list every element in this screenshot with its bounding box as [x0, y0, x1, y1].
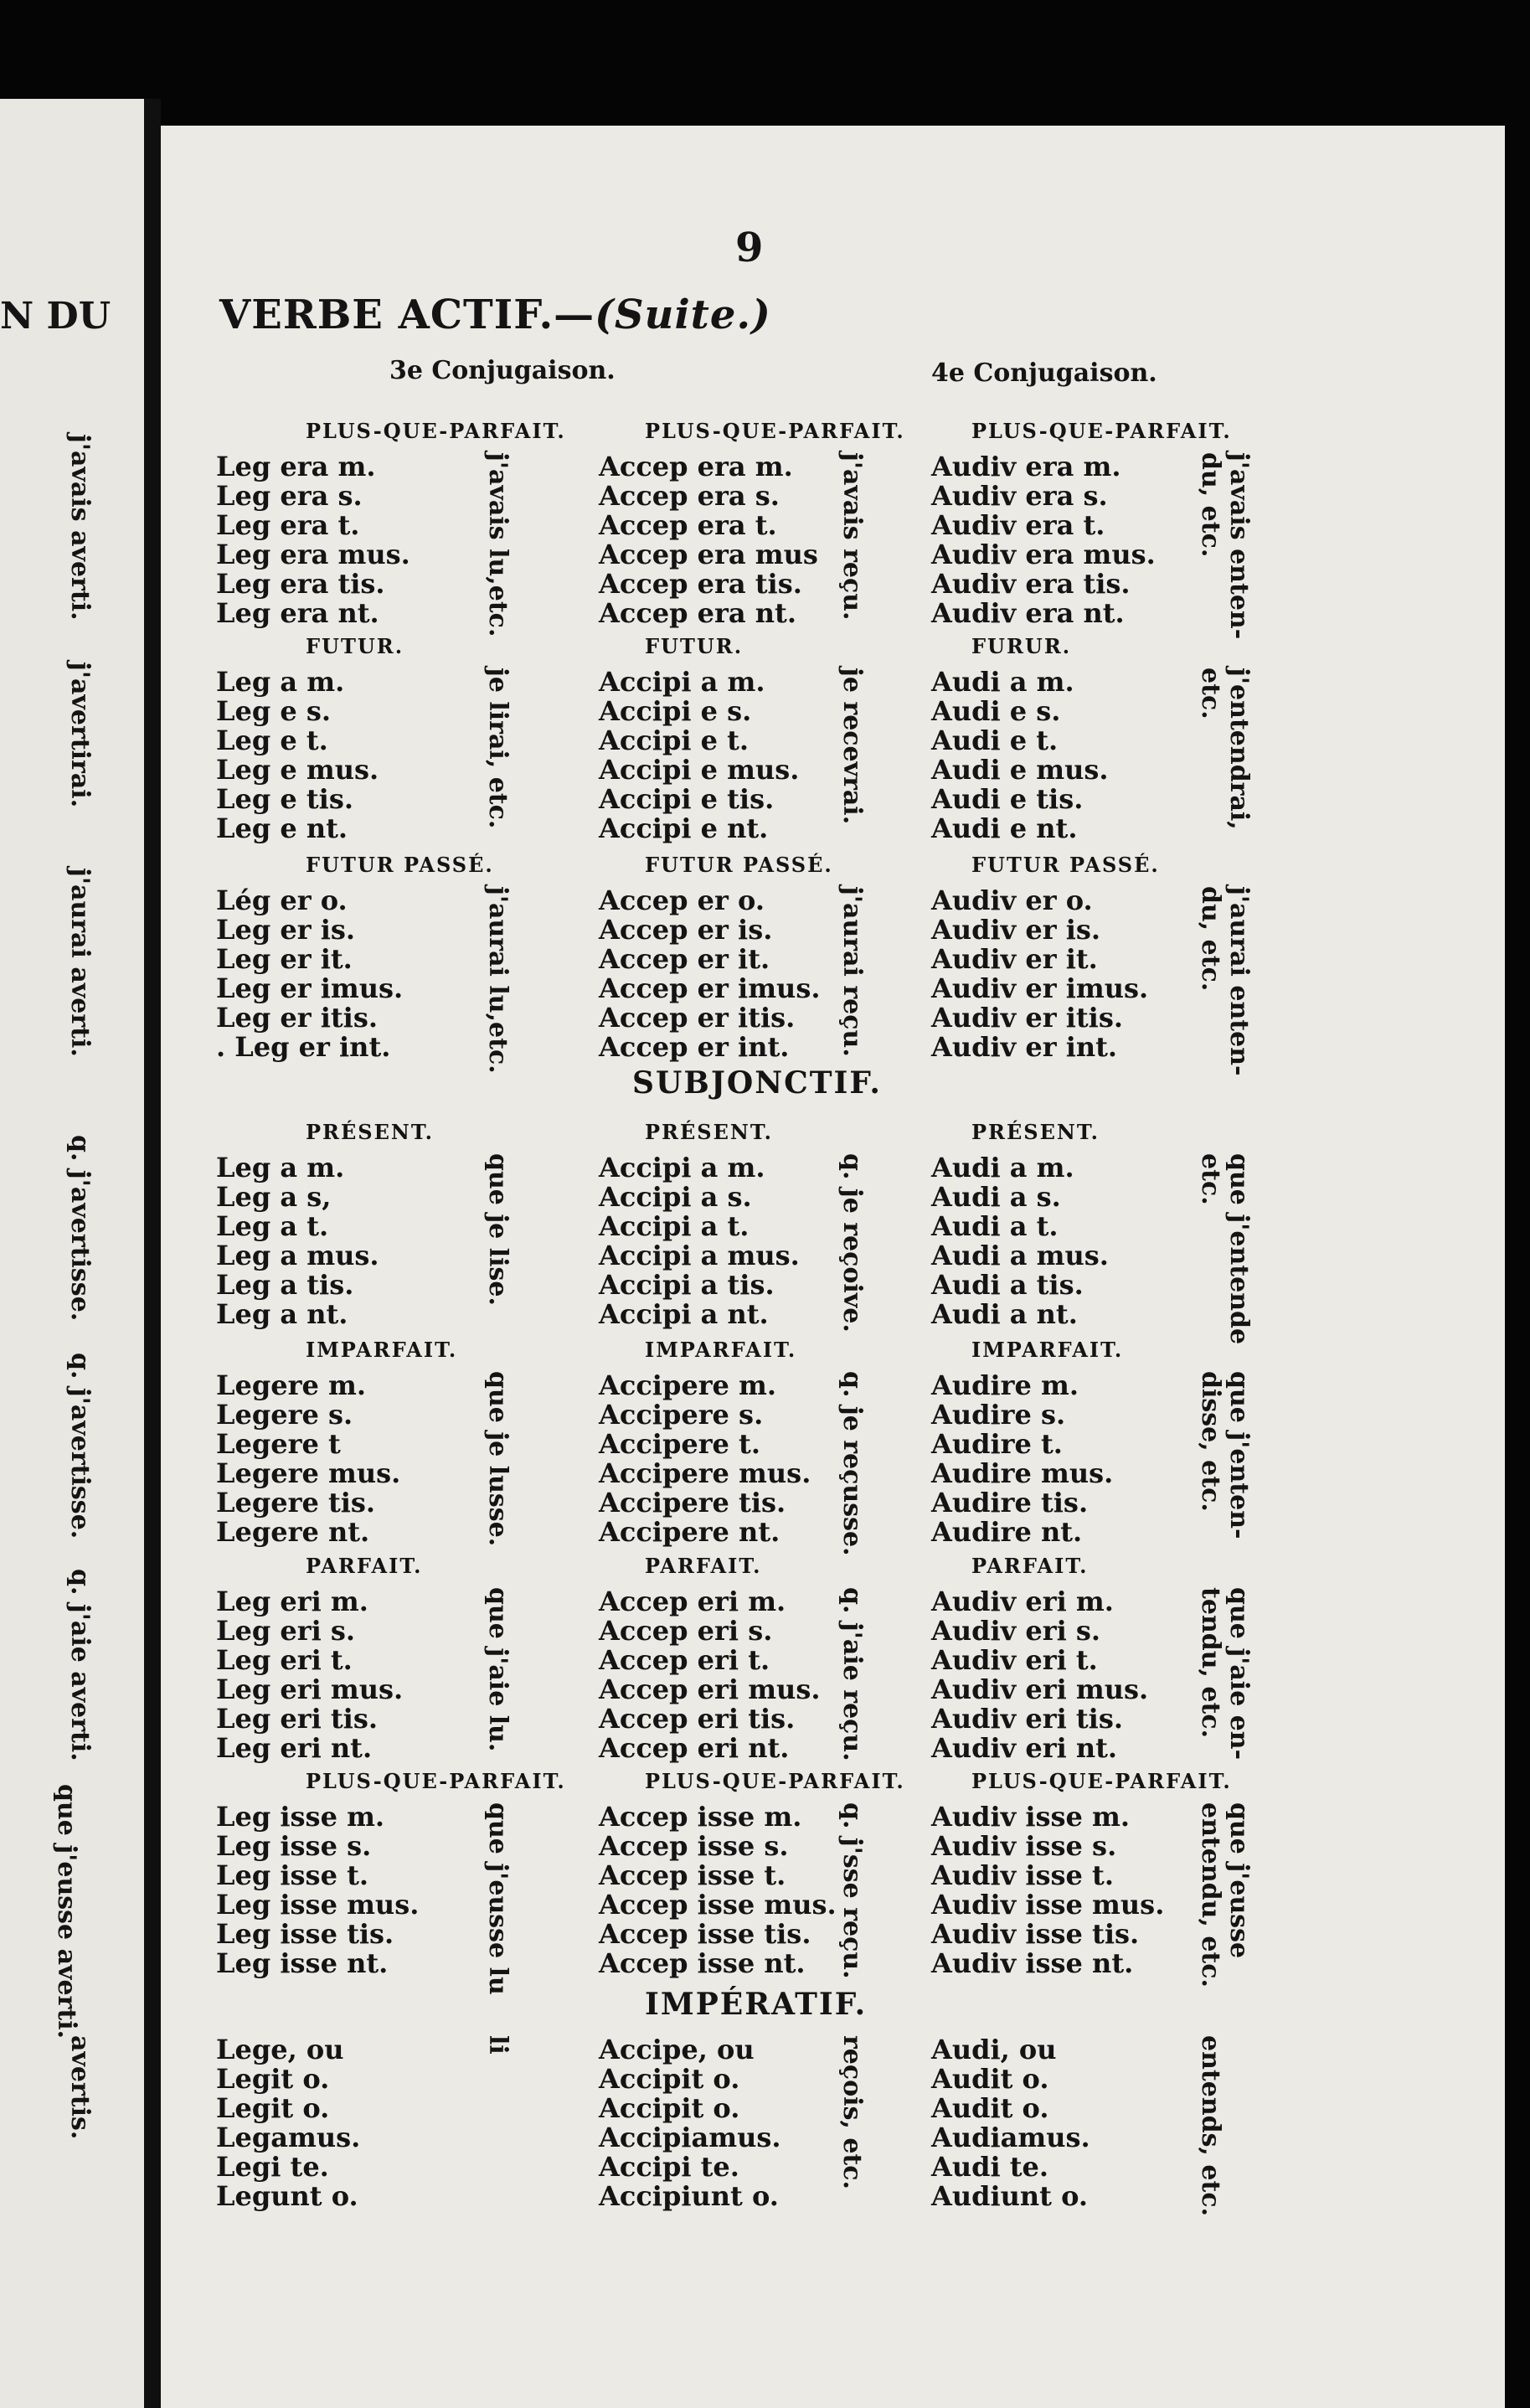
verb-form: Leg era mus. [216, 539, 410, 570]
verb-form: Legere mus. [216, 1457, 401, 1489]
verb-form: Audiv era m. [931, 451, 1121, 482]
conjugation-column [216, 886, 403, 1062]
verb-form: Lég er o. [216, 884, 348, 916]
verb-form: Accipi te. [599, 2151, 739, 2183]
translation-note: que j'eusse lu [483, 1802, 513, 1995]
verb-form: Audiv isse s. [931, 1830, 1117, 1862]
verb-form: Leg a nt. [216, 1298, 348, 1330]
verb-form: Leg isse mus. [216, 1889, 420, 1921]
verb-form: Audiv era tis. [931, 568, 1131, 600]
verb-form: . Leg er int. [216, 1031, 391, 1063]
tense-label: FURUR. [971, 634, 1072, 658]
verb-form: Audiv isse nt. [931, 1947, 1134, 1979]
verb-form: Legere t [216, 1428, 341, 1460]
verb-form: Legamus. [216, 2122, 361, 2153]
verb-form: Audire mus. [931, 1457, 1114, 1489]
verb-form: Audi a m. [931, 1152, 1074, 1183]
tense-label: IMPARFAIT. [306, 1338, 458, 1362]
conjugation-column [931, 1153, 1109, 1329]
verb-form: Leg a s, [216, 1181, 332, 1213]
verb-form: Audi a m. [931, 666, 1074, 698]
verb-form: Audiv eri m. [931, 1586, 1114, 1617]
verb-form: Accep er o. [599, 884, 765, 916]
verb-form: Accep era tis. [599, 568, 802, 600]
book-gutter [144, 99, 161, 2408]
conjugation-column [599, 886, 820, 1062]
verb-form: Accep isse t. [599, 1859, 786, 1891]
translation-note: que j'aie en- tendu, etc. [1196, 1587, 1254, 1761]
conjugation-column [216, 1587, 403, 1763]
verb-form: Accipere t. [599, 1428, 760, 1460]
page-title [219, 291, 771, 338]
verb-form: Leg e nt. [216, 812, 348, 844]
translation-note: j'avais enten- du, etc. [1196, 452, 1254, 640]
verb-form: Audiv era t. [931, 509, 1105, 541]
verb-form: Audiv er int. [931, 1031, 1118, 1063]
page-number: 9 [735, 224, 764, 271]
left-page-note: avertis. [65, 2035, 95, 2140]
verb-form: Leg er imus. [216, 972, 404, 1004]
translation-note: j'entendrai, etc. [1196, 668, 1254, 830]
tense-label: PLUS-QUE-PARFAIT. [971, 419, 1232, 443]
verb-form: Legere m. [216, 1369, 366, 1401]
verb-form: Leg eri t. [216, 1644, 353, 1676]
verb-form: Accipi e s. [599, 695, 752, 727]
verb-form: Leg era m. [216, 451, 376, 482]
verb-form: Leg eri tis. [216, 1703, 378, 1735]
verb-form: Accep er is. [599, 914, 773, 946]
verb-form: Leg eri nt. [216, 1732, 373, 1764]
verb-form: Accipit o. [599, 2092, 740, 2124]
verb-form: Accep er itis. [599, 1002, 796, 1034]
verb-form: Audiv er it. [931, 943, 1098, 975]
conjugation-column [599, 1153, 800, 1329]
verb-form: Audi e mus. [931, 754, 1109, 786]
verb-form: Leg a tis. [216, 1269, 354, 1301]
verb-form: Audiv isse t. [931, 1859, 1114, 1891]
verb-form: Accep er it. [599, 943, 770, 975]
tense-label: PRÉSENT. [306, 1120, 434, 1144]
verb-form: Accipere m. [599, 1369, 777, 1401]
verb-form: Audiv er is. [931, 914, 1101, 946]
left-page-note: q. j'aie averti. [65, 1569, 95, 1761]
left-page-note: j'avertirai. [65, 662, 95, 808]
conjugation-column [599, 1371, 811, 1547]
tense-label: PARFAIT. [306, 1554, 423, 1578]
verb-form: Audi e s. [931, 695, 1061, 727]
translation-note: que j'entende etc. [1196, 1153, 1254, 1345]
subjunctive-heading: SUBJONCTIF. [632, 1065, 882, 1101]
conjugation-column [599, 1587, 820, 1763]
translation-note: je recevrai. [837, 668, 867, 825]
tense-label: PLUS-QUE-PARFAIT. [306, 1769, 566, 1793]
conjugation-column [931, 1371, 1113, 1547]
verb-form: Legere tis. [216, 1487, 376, 1519]
conjugation-column [599, 2035, 781, 2211]
verb-form: Audi a s. [931, 1181, 1061, 1213]
verb-form: Legi te. [216, 2151, 329, 2183]
verb-form: Accipere s. [599, 1399, 764, 1431]
verb-form: Accipi e tis. [599, 783, 775, 815]
verb-form: Accipi e nt. [599, 812, 769, 844]
verb-form: Audiv eri tis. [931, 1703, 1123, 1735]
verb-form: Accep era m. [599, 451, 793, 482]
translation-note: que je lusse. [483, 1371, 513, 1547]
verb-form: Accipere tis. [599, 1487, 786, 1519]
verb-form: Audire m. [931, 1369, 1079, 1401]
conjugation-column [216, 1153, 379, 1329]
conjugation-column [931, 1802, 1164, 1978]
verb-form: Audit o. [931, 2063, 1049, 2095]
translation-note: je lirai, etc. [483, 668, 513, 829]
verb-form: Accep isse nt. [599, 1947, 806, 1979]
translation-note: q. j'sse reçu. [837, 1802, 867, 1979]
conjugation-column [216, 1371, 400, 1547]
verb-form: Audi, ou [931, 2034, 1057, 2065]
verb-form: Leg isse s. [216, 1830, 372, 1862]
verb-form: Leg e s. [216, 695, 332, 727]
verb-form: Audire s. [931, 1399, 1066, 1431]
verb-form: Accipi e mus. [599, 754, 800, 786]
verb-form: Accep er imus. [599, 972, 821, 1004]
conjugation-column [216, 452, 410, 628]
translation-note: entends, etc. [1196, 2035, 1225, 2217]
verb-form: Accep era nt. [599, 597, 796, 629]
title-suite: (Suite.) [595, 291, 771, 338]
verb-form: Audire tis. [931, 1487, 1089, 1519]
conjugation-column [599, 668, 799, 843]
verb-form: Legit o. [216, 2063, 330, 2095]
left-page-note: j'avais averti. [65, 434, 95, 621]
tense-label: PRÉSENT. [645, 1120, 773, 1144]
verb-form: Accipe, ou [599, 2034, 755, 2065]
translation-note: q. je reçoive. [837, 1153, 867, 1333]
tense-label: FUTUR. [645, 634, 744, 658]
verb-form: Audiv er imus. [931, 972, 1149, 1004]
tense-label: FUTUR PASSÉ. [306, 853, 494, 877]
verb-form: Audiv era mus. [931, 539, 1156, 570]
verb-form: Leg eri m. [216, 1586, 368, 1617]
verb-form: Leg isse tis. [216, 1918, 394, 1950]
verb-form: Audiv eri mus. [931, 1673, 1149, 1705]
verb-form: Accipi a tis. [599, 1269, 775, 1301]
tense-label: PLUS-QUE-PARFAIT. [645, 1769, 905, 1793]
translation-note: que j'aie lu. [483, 1587, 513, 1752]
verb-form: Legunt o. [216, 2180, 358, 2212]
verb-form: Accipi a t. [599, 1210, 750, 1242]
verb-form: Audiv isse tis. [931, 1918, 1140, 1950]
tense-label: FUTUR PASSÉ. [971, 853, 1160, 877]
verb-form: Accipi a mus. [599, 1240, 800, 1271]
translation-note: q. je reçusse. [837, 1371, 867, 1556]
translation-note: que j'enten- disse, etc. [1196, 1371, 1254, 1539]
verb-form: Leg eri s. [216, 1615, 356, 1647]
verb-form: Audi a tis. [931, 1269, 1084, 1301]
verb-form: Legit o. [216, 2092, 330, 2124]
conjugation-column [931, 2035, 1090, 2211]
verb-form: Accipiamus. [599, 2122, 781, 2153]
verb-form: Accipi a nt. [599, 1298, 769, 1330]
verb-form: Leg eri mus. [216, 1673, 404, 1705]
verb-form: Accipere mus. [599, 1457, 811, 1489]
conjugation-column [599, 452, 818, 628]
verb-form: Leg er it. [216, 943, 353, 975]
translation-note: j'aurai lu,etc. [483, 886, 513, 1074]
verb-form: Leg a m. [216, 1152, 345, 1183]
verb-form: Accep era t. [599, 509, 777, 541]
verb-form: Leg era nt. [216, 597, 379, 629]
translation-note: que j'eusse entendu, etc. [1196, 1802, 1254, 1988]
verb-form: Accep era s. [599, 480, 780, 512]
conjugation-column [216, 1802, 419, 1978]
verb-form: Audire t. [931, 1428, 1063, 1460]
conjugation-3-heading: 3e Conjugaison. [389, 356, 616, 385]
verb-form: Audiv eri s. [931, 1615, 1101, 1647]
verb-form: Leg e mus. [216, 754, 379, 786]
left-page-note: q. j'avertisse. [65, 1135, 95, 1322]
imperative-heading: IMPÉRATIF. [645, 1987, 868, 2022]
tense-label: PLUS-QUE-PARFAIT. [971, 1769, 1232, 1793]
translation-note: j'aurai reçu. [837, 886, 867, 1057]
verb-form: Leg era tis. [216, 568, 385, 600]
verb-form: Accipit o. [599, 2063, 740, 2095]
verb-form: Accep eri tis. [599, 1703, 796, 1735]
verb-form: Audiamus. [931, 2122, 1090, 2153]
tense-label: PLUS-QUE-PARFAIT. [645, 419, 905, 443]
verb-form: Accipiunt o. [599, 2180, 779, 2212]
verb-form: Audiv eri nt. [931, 1732, 1118, 1764]
verb-form: Leg a t. [216, 1210, 329, 1242]
verb-form: Leg isse nt. [216, 1947, 389, 1979]
conjugation-column [599, 1802, 837, 1978]
conjugation-column [931, 1587, 1148, 1763]
verb-form: Audiunt o. [931, 2180, 1088, 2212]
verb-form: Audi e nt. [931, 812, 1078, 844]
tense-label: IMPARFAIT. [645, 1338, 797, 1362]
translation-note: j'avais reçu. [837, 452, 867, 621]
verb-form: Leg era t. [216, 509, 360, 541]
verb-form: Accipi e t. [599, 724, 750, 756]
left-page-note: j'aurai averti. [65, 868, 95, 1057]
verb-form: Audiv isse m. [931, 1801, 1131, 1833]
verb-form: Audire nt. [931, 1516, 1083, 1548]
verb-form: Audit o. [931, 2092, 1049, 2124]
verb-form: Accipi a m. [599, 666, 765, 698]
verb-form: Accep er int. [599, 1031, 790, 1063]
verb-form: Leg e t. [216, 724, 328, 756]
verb-form: Audiv era nt. [931, 597, 1125, 629]
verb-form: Accep eri nt. [599, 1732, 790, 1764]
verb-form: Leg a m. [216, 666, 345, 698]
verb-form: Audi e t. [931, 724, 1059, 756]
verb-form: Lege, ou [216, 2034, 344, 2065]
verb-form: Accep isse s. [599, 1830, 789, 1862]
verb-form: Audi e tis. [931, 783, 1084, 815]
tense-label: PARFAIT. [645, 1554, 762, 1578]
translation-note: que je lise. [483, 1153, 513, 1306]
verb-form: Audiv isse mus. [931, 1889, 1165, 1921]
verb-form: Audi a t. [931, 1210, 1059, 1242]
verb-form: Accep isse mus. [599, 1889, 837, 1921]
verb-form: Legere s. [216, 1399, 353, 1431]
verb-form: Audiv er itis. [931, 1002, 1123, 1034]
verb-form: Accep eri s. [599, 1615, 773, 1647]
verb-form: Legere nt. [216, 1516, 370, 1548]
verb-form: Accep eri t. [599, 1644, 770, 1676]
translation-note: q. j'aie reçu. [837, 1587, 867, 1761]
tense-label: PLUS-QUE-PARFAIT. [306, 419, 566, 443]
verb-form: Audi te. [931, 2151, 1049, 2183]
conjugation-column [931, 668, 1109, 843]
verb-form: Accipi a m. [599, 1152, 765, 1183]
verb-form: Accipi a s. [599, 1181, 752, 1213]
conjugation-4-heading: 4e Conjugaison. [931, 358, 1157, 388]
verb-form: Accep isse m. [599, 1801, 802, 1833]
left-page-note: q. j'avertisse. [65, 1353, 95, 1539]
verb-form: Leg era s. [216, 480, 363, 512]
verb-form: Leg a mus. [216, 1240, 379, 1271]
verb-form: Accep eri m. [599, 1586, 786, 1617]
translation-note: reçois, etc. [837, 2035, 867, 2189]
translation-note: li [483, 2035, 513, 2055]
translation-note: j'avais lu,etc. [483, 452, 513, 637]
verb-form: Leg e tis. [216, 783, 353, 815]
verb-form: Leg isse t. [216, 1859, 368, 1891]
left-page-fragment: N DU [0, 295, 111, 338]
tense-label: FUTUR. [306, 634, 404, 658]
verb-form: Leg er itis. [216, 1002, 378, 1034]
verb-form: Audiv era s. [931, 480, 1108, 512]
conjugation-column [216, 2035, 360, 2211]
tense-label: PARFAIT. [971, 1554, 1089, 1578]
verb-form: Accep era mus [599, 539, 818, 570]
verb-form: Audiv er o. [931, 884, 1093, 916]
verb-form: Accep isse tis. [599, 1918, 811, 1950]
conjugation-column [216, 668, 379, 843]
title-main: VERBE ACTIF.— [219, 291, 595, 338]
conjugation-column [931, 452, 1156, 628]
conjugation-column [931, 886, 1148, 1062]
left-page-note: que j'eusse averti. [52, 1784, 81, 2039]
verb-form: Leg isse m. [216, 1801, 385, 1833]
verb-form: Audi a nt. [931, 1298, 1078, 1330]
verb-form: Audi a mus. [931, 1240, 1109, 1271]
tense-label: PRÉSENT. [971, 1120, 1100, 1144]
translation-note: j'aurai enten- du, etc. [1196, 886, 1254, 1076]
verb-form: Leg er is. [216, 914, 356, 946]
tense-label: FUTUR PASSÉ. [645, 853, 833, 877]
verb-form: Accep eri mus. [599, 1673, 821, 1705]
tense-label: IMPARFAIT. [971, 1338, 1124, 1362]
verb-form: Accipere nt. [599, 1516, 780, 1548]
verb-form: Audiv eri t. [931, 1644, 1098, 1676]
